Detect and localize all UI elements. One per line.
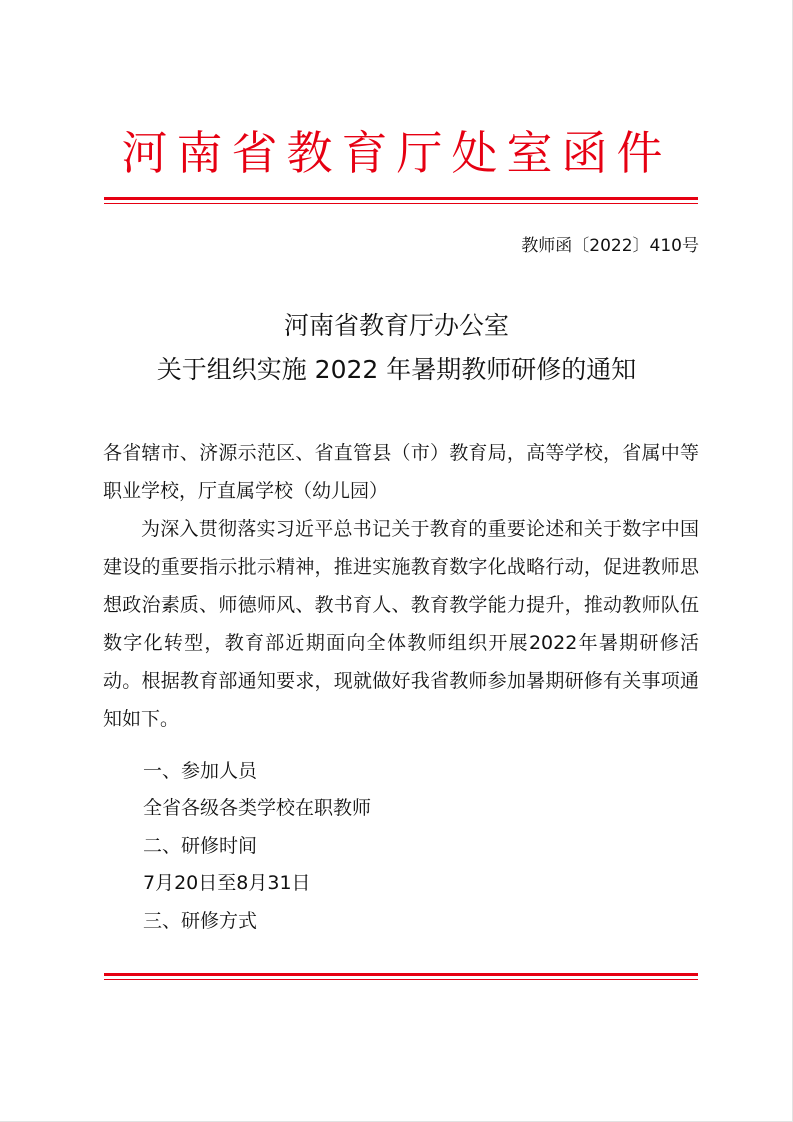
section-heading-method: 三、研修方式	[143, 910, 258, 932]
section-heading-participants: 一、参加人员	[143, 760, 258, 782]
intro-paragraph: 为深入贯彻落实习近平总书记关于教育的重要论述和关于数字中国建设的重要指示批示精神，推进实施教育数字化战略行动，促进教师思想政治素质、师德师风、教书育人、教育教学能力提升，推动教师队伍数字化转型，教育部近期面向全体教师组织开展2022年暑期研修活动。根据教育部通知要求，现就做好我省教师参加暑期研修有关事项通知如下。	[103, 518, 699, 730]
document-number: 教师函〔2022〕410号	[521, 236, 699, 256]
addressee: 各省辖市、济源示范区、省直管县（市）教育局，高等学校，省属中等职业学校，厅直属学校（幼儿园）	[103, 442, 699, 502]
letterhead-rule-thin	[104, 203, 698, 204]
section-content-participants: 全省各级各类学校在职教师	[143, 797, 372, 819]
section-content-time: 7月20日至8月31日	[143, 872, 311, 894]
document-title-line2: 关于组织实施 2022 年暑期教师研修的通知	[156, 355, 637, 384]
footer-rule-thin	[104, 979, 698, 980]
footer-rule-thick	[104, 973, 698, 976]
document-title-line1: 河南省教育厅办公室	[283, 311, 509, 340]
letterhead-title: 河南省教育厅处室函件	[121, 126, 672, 180]
letterhead-rule-thick	[104, 197, 698, 200]
section-heading-time: 二、研修时间	[143, 835, 258, 857]
